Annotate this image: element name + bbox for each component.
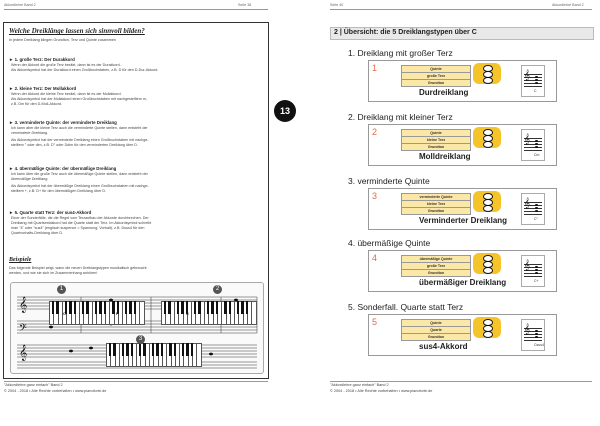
staff-line <box>524 337 542 338</box>
row-1-band-2: große Terz <box>401 72 471 80</box>
row-1-staff <box>521 65 545 97</box>
row-1-whole-note-3 <box>483 77 493 84</box>
section-5-line-4: Quartvorhalts-Dreiklang über D. <box>11 231 64 235</box>
chord-label-3: C <box>186 311 189 316</box>
row-5-band-2: Quarte <box>401 326 471 334</box>
section-2-line-1: Wenn der Akkord die kleine Terz besitzt, dann ist es der Mollakkord. <box>11 92 122 96</box>
black-key <box>95 301 97 314</box>
piano-keyboard-3 <box>106 343 202 367</box>
black-key <box>207 301 209 314</box>
left-header-page: Seite 38 <box>238 3 252 7</box>
row-5-panel <box>368 314 557 356</box>
examples-text-1: Das folgende Beispiel zeigt, wann die neuen Dreiklangstypen musikalisch gebraucht <box>9 266 147 270</box>
section-3-line-4: stelltem ° oder dim, z.B. D° oder Ddim für den verminderten Dreiklang über D. <box>11 143 138 147</box>
row-2-whole-note-3 <box>483 141 493 148</box>
row-3-chord-symbol: C° <box>534 217 538 221</box>
right-footer-rule <box>330 381 592 382</box>
chapter-badge: 13 <box>274 100 296 122</box>
black-key <box>139 343 141 356</box>
row-4-heading: 4. übermäßige Quinte <box>348 238 431 248</box>
row-1-band-3: Grundton <box>401 79 471 87</box>
staff-note <box>535 330 538 332</box>
black-key <box>229 301 231 314</box>
section-3-line-2: verminderte Dreiklang. <box>11 131 49 135</box>
left-header-title: Akkordlehre Band 2 <box>4 3 36 7</box>
section-4-line-2: übermäßige Dreiklang. <box>11 177 49 181</box>
black-key <box>131 343 133 356</box>
staff-note <box>535 76 538 78</box>
treble-clef-icon: 𝄞 <box>524 260 530 271</box>
row-4-panel <box>368 250 557 292</box>
section-1-heading: ► 1. große Terz: Der Durakkord <box>9 57 75 62</box>
section-5-heading: ► 5. Quarte statt Terz: der sus4-Akkord <box>9 210 92 215</box>
staff-line <box>524 83 542 84</box>
black-key <box>216 301 218 314</box>
black-key <box>211 301 213 314</box>
staff-note <box>535 79 538 81</box>
black-key <box>164 301 166 314</box>
right-header-title: Akkordlehre Band 2 <box>552 3 584 7</box>
right-header-page: Seite 40 <box>330 3 344 7</box>
black-key <box>237 301 239 314</box>
black-key <box>125 301 127 314</box>
black-key <box>74 301 76 314</box>
row-1-number: 1 <box>372 63 378 73</box>
black-key <box>129 301 131 314</box>
black-key <box>224 301 226 314</box>
staff-line <box>524 86 542 87</box>
staff-note <box>535 82 538 84</box>
section-4-line-3: Als Akkordsymbol hat der übermäßige Dreiklang einen Großbuchstaben mit nachge- <box>11 184 149 188</box>
row-3-panel <box>368 188 557 230</box>
row-2-heading: 2. Dreiklang mit kleiner Terz <box>348 112 453 122</box>
white-key <box>251 301 257 325</box>
row-2-chord-symbol: Cm <box>534 153 540 157</box>
black-key <box>113 343 115 356</box>
section-1-line-1: Wenn der Akkord die große Terz besitzt, dann ist es der Durakkord. <box>11 63 121 67</box>
staff-line <box>524 214 542 215</box>
black-key <box>182 343 184 356</box>
row-1-panel <box>368 60 557 102</box>
black-key <box>126 343 128 356</box>
staff-note <box>535 272 538 274</box>
example-marker-1: 1 <box>57 285 66 294</box>
row-5-number: 5 <box>372 317 378 327</box>
staff-line <box>524 147 542 148</box>
black-key <box>52 301 54 314</box>
svg-text:𝄞: 𝄞 <box>19 297 28 313</box>
treble-clef-icon: 𝄞 <box>524 70 530 81</box>
section-1-line-2: Als Akkordsymbol hat der Durakkord einen Großbuchstaben, z.B. D für den D-Dur-Akkord. <box>11 68 159 72</box>
staff-note <box>535 204 538 206</box>
section-4-line-1: Ich kann über die große Terz auch die übermäßige Quinte stellen, dann entsteht der <box>11 172 148 176</box>
black-key <box>168 301 170 314</box>
black-key <box>177 301 179 314</box>
row-5-heading: 5. Sonderfall. Quarte statt Terz <box>348 302 464 312</box>
black-key <box>198 301 200 314</box>
overview-banner <box>330 27 594 40</box>
staff-note <box>535 333 538 335</box>
black-key <box>134 301 136 314</box>
row-4-whole-note-3 <box>483 267 493 274</box>
right-footer-2: © 2004 - 2018 • Alle Rechte vorbehalten • www.pianoforte.de <box>330 389 433 393</box>
example-marker-2: 2 <box>213 285 222 294</box>
row-3-heading: 3. verminderte Quinte <box>348 176 430 186</box>
section-2-heading: ► 2. kleine Terz: Der Mollakkord <box>9 86 77 91</box>
header-rule <box>4 9 268 10</box>
row-2-band-2: kleine Terz <box>401 136 471 144</box>
staff-line <box>524 340 542 341</box>
treble-clef-icon: 𝄞 <box>524 324 530 335</box>
chord-label-1: C <box>63 311 66 316</box>
black-key <box>181 301 183 314</box>
section-5-line-3: man "4" oder "sus4" (englisch suspence = Spannung, Vorhalt), z.B. Dsus4 für den <box>11 226 145 230</box>
row-3-band-3: Grundton <box>401 207 471 215</box>
row-4-chord-symbol: C+ <box>534 279 539 283</box>
black-key <box>69 301 71 314</box>
black-key <box>82 301 84 314</box>
footer-rule <box>4 381 268 382</box>
row-2-staff <box>521 129 545 161</box>
row-2-panel <box>368 124 557 166</box>
left-page <box>0 0 278 400</box>
row-3-whole-note-3 <box>483 205 493 212</box>
row-5-staff <box>521 319 545 351</box>
black-key <box>169 343 171 356</box>
white-key <box>139 301 145 325</box>
black-key <box>241 301 243 314</box>
black-key <box>112 301 114 314</box>
section-3-line-3: Als Akkordsymbol hat der verminderte Dreiklang einen Großbuchstaben mit nachge- <box>11 138 149 142</box>
row-1-caption: Durdreiklang <box>419 88 469 97</box>
row-1-chord-symbol: C <box>534 89 537 93</box>
examples-heading: Beispiele <box>9 257 32 263</box>
row-3-caption: Verminderter Dreiklang <box>419 216 508 225</box>
music-example <box>10 282 264 374</box>
staff-note <box>535 210 538 212</box>
overview-banner-title: 2 | Übersicht: die 5 Dreiklangstypen über C <box>334 29 477 36</box>
row-5-whole-note-3 <box>483 331 493 338</box>
black-key <box>174 343 176 356</box>
black-key <box>161 343 163 356</box>
black-key <box>143 343 145 356</box>
examples-text-2: werden, und wie sie sich im Zusammenhang anhören! <box>9 271 98 275</box>
left-footer-2: © 2004 - 2018 • Alle Rechte vorbehalten • www.pianoforte.de <box>4 389 107 393</box>
row-1-heading: 1. Dreiklang mit großer Terz <box>348 48 453 58</box>
row-2-band-3: Grundton <box>401 143 471 151</box>
black-key <box>186 343 188 356</box>
left-page-title: Welche Dreiklänge lassen sich sinnvoll bilden? <box>9 27 145 35</box>
staff-note <box>535 140 538 142</box>
staff-note <box>535 207 538 209</box>
row-3-staff <box>521 193 545 225</box>
row-4-band-2: große Terz <box>401 262 471 270</box>
black-key <box>152 343 154 356</box>
black-key <box>86 301 88 314</box>
white-key <box>196 343 202 367</box>
example-marker-3: 3 <box>136 335 145 344</box>
piano-keyboard-2 <box>161 301 257 325</box>
svg-text:𝄢: 𝄢 <box>19 322 27 336</box>
row-2-caption: Molldreiklang <box>419 152 471 161</box>
row-4-caption: übermäßiger Dreiklang <box>419 278 507 287</box>
row-5-caption: sus4-Akkord <box>419 342 468 351</box>
row-2-band-1: Quinte <box>401 129 471 137</box>
row-4-band-3: Grundton <box>401 269 471 277</box>
intro-text: In jedem Dreiklang klingen Grundton, Terz und Quinte zusammen <box>9 38 116 42</box>
row-3-band-1: verminderte Quinte <box>401 193 471 201</box>
row-5-band-1: Quinte <box>401 319 471 327</box>
black-key <box>246 301 248 314</box>
row-3-number: 3 <box>372 191 378 201</box>
row-3-band-2: kleine Terz <box>401 200 471 208</box>
row-4-staff <box>521 255 545 287</box>
staff-note <box>535 266 538 268</box>
right-footer-1: "Akkordlehre ganz einfach" Band 2 <box>330 383 389 387</box>
row-4-band-1: übermäßige Quinte <box>401 255 471 263</box>
row-5-chord-symbol: Csus4 <box>534 343 544 347</box>
black-key <box>122 343 124 356</box>
staff-note <box>535 336 538 338</box>
treble-clef-icon: 𝄞 <box>524 134 530 145</box>
black-key <box>104 301 106 314</box>
staff-line <box>524 273 542 274</box>
row-4-number: 4 <box>372 253 378 263</box>
staff-note <box>535 269 538 271</box>
row-2-number: 2 <box>372 127 378 137</box>
staff-line <box>524 276 542 277</box>
row-5-band-3: Grundton <box>401 333 471 341</box>
treble-clef-icon: 𝄞 <box>524 198 530 209</box>
black-key <box>99 301 101 314</box>
black-key <box>156 343 158 356</box>
section-5-line-1: Einer der Sonderfälle, die die Regel vom Terzaufbau der Akkorde durchbrechen. Der <box>11 216 149 220</box>
row-1-band-1: Quinte <box>401 65 471 73</box>
black-key <box>191 343 193 356</box>
staff-line <box>524 150 542 151</box>
section-4-line-4: stelltem +, z.B. D+ für den übermäßigen Dreiklang über D. <box>11 189 107 193</box>
section-3-heading: ► 3. verminderte Quinte: der verminderte Dreiklang <box>9 120 117 125</box>
svg-text:𝄞: 𝄞 <box>19 345 28 361</box>
right-header-rule <box>330 9 592 10</box>
staff-note <box>535 146 538 148</box>
section-2-line-3: z.B. Dm für den D-Moll-Akkord. <box>11 102 63 106</box>
section-3-line-1: Ich kann aber die kleine Terz auch die verminderte Quinte stellen, dann entsteht der <box>11 126 148 130</box>
section-5-line-2: Dreiklang mit Quartsextakkord hat die Quarte statt der Terz. Im Akkordsymbol schreibt <box>11 221 152 225</box>
staff-note <box>535 143 538 145</box>
section-4-heading: ► 4. übermäßige Quinte: der übermäßige Dreiklang <box>9 166 117 171</box>
section-2-line-2: Als Akkordsymbol hat der Mollakkord einen Großbuchstaben mit nachgestelltem m, <box>11 97 147 101</box>
staff-line <box>524 211 542 212</box>
black-key <box>56 301 58 314</box>
left-footer-1: "Akkordlehre ganz einfach" Band 2 <box>4 383 63 387</box>
black-key <box>109 343 111 356</box>
black-key <box>194 301 196 314</box>
chord-label-2: F <box>116 311 119 316</box>
